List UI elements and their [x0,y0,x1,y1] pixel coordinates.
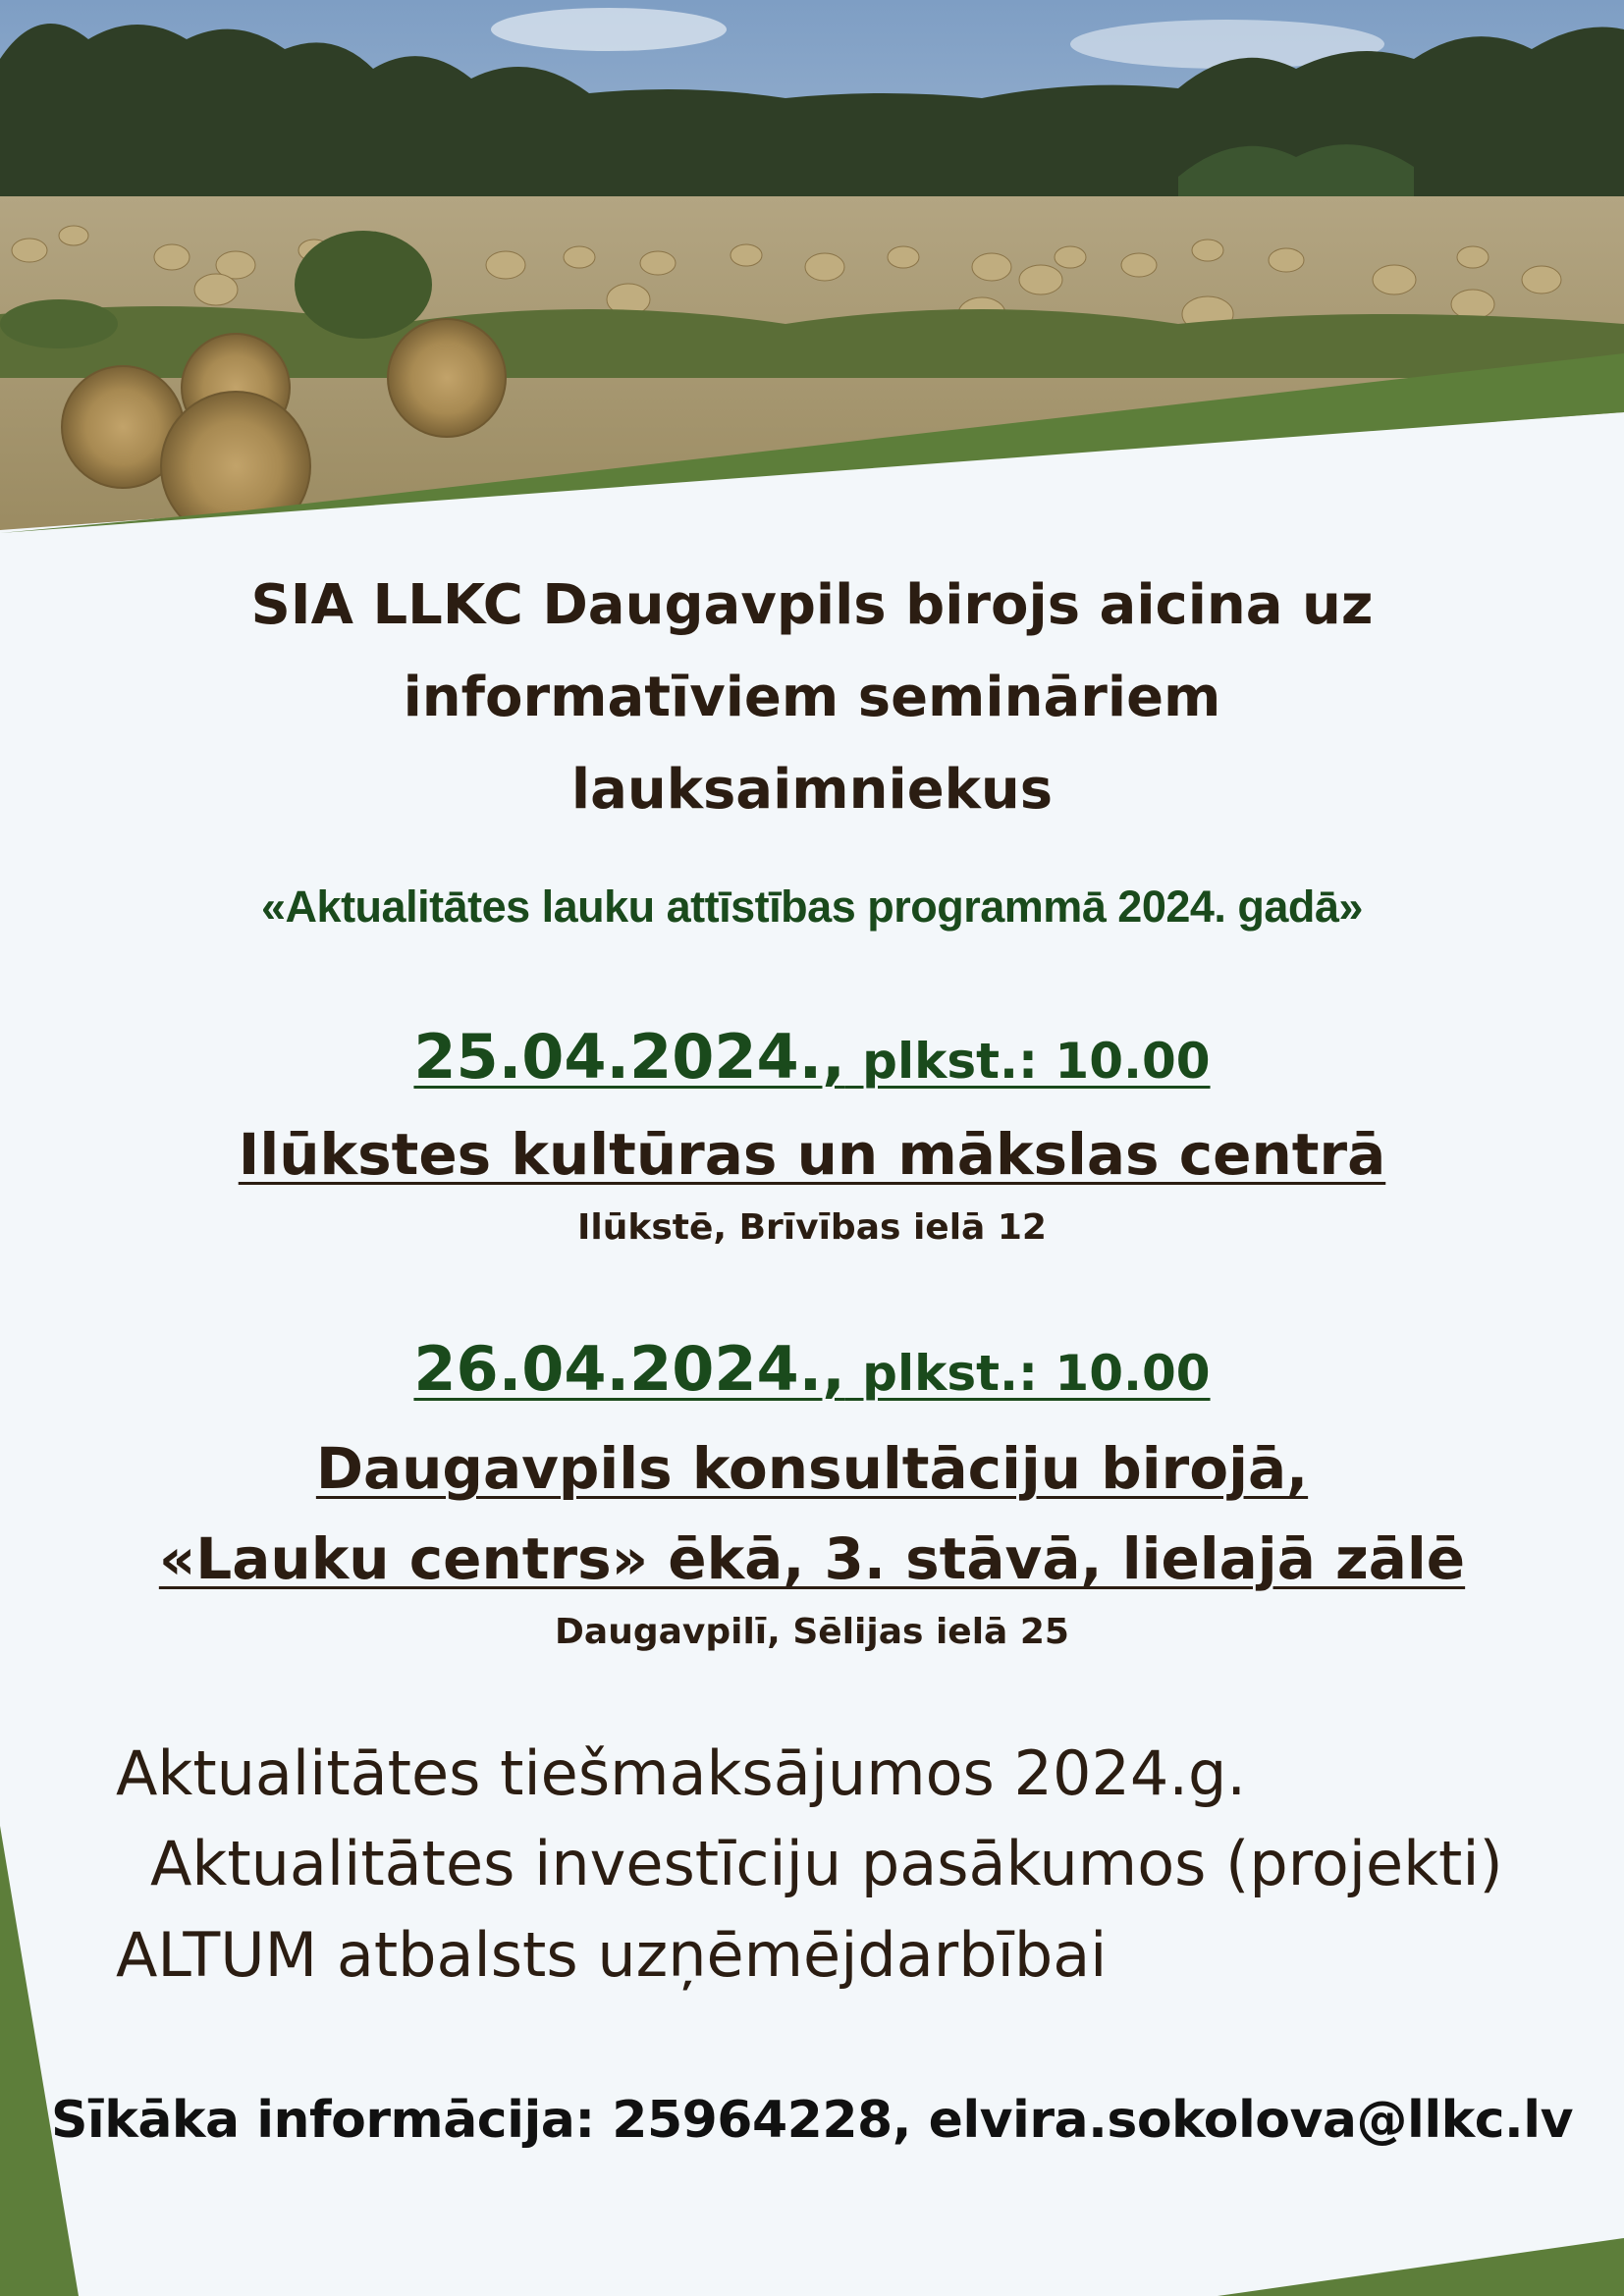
heading-line-2: informatīviem semināriem [403,666,1221,729]
event-1-venue-line-1: Ilūkstes kultūras un mākslas centrā [238,1121,1386,1188]
event-2-venue-line-1: Daugavpils konsultāciju birojā, [315,1435,1309,1502]
topic-item: Aktualitātes tiešmaksājumos 2024.g. [116,1737,1247,1809]
heading-line-1: SIA LLKC Daugavpils birojs aicina uz [250,573,1374,637]
event-2-datetime [0,1333,1624,1405]
heading-line-3: lauksaimniekus [570,758,1054,822]
event-2-venue-line-2: «Lauku centrs» ēkā, 3. stāvā, lielajā zālē [158,1525,1466,1592]
contact-info: Sīkāka informācija: 25964228, elvira.sokolova@llkc.lv [50,2091,1574,2150]
event-1-time: plkst.: 10.00 [844,1033,1211,1090]
event-1-date: 25.04.2024., [413,1021,845,1093]
topic-item: ALTUM atbalsts uzņēmējdarbībai [116,1919,1108,1991]
event-2-time: plkst.: 10.00 [844,1345,1211,1402]
seminar-title: «Aktualitātes lauku attīstības programmā 2024. gadā» [261,881,1363,932]
event-1-datetime [0,1021,1624,1093]
invitation-heading [0,560,1624,836]
event-1-venue [0,1109,1624,1200]
event-2-date: 26.04.2024., [413,1333,845,1405]
event-2-address: Daugavpilī, Sēlijas ielā 25 [555,1612,1069,1652]
event-1-address: Ilūkstē, Brīvības ielā 12 [577,1207,1047,1248]
event-2-venue [0,1423,1624,1604]
topic-item: Aktualitātes investīciju pasākumos (projekti) [150,1828,1503,1899]
